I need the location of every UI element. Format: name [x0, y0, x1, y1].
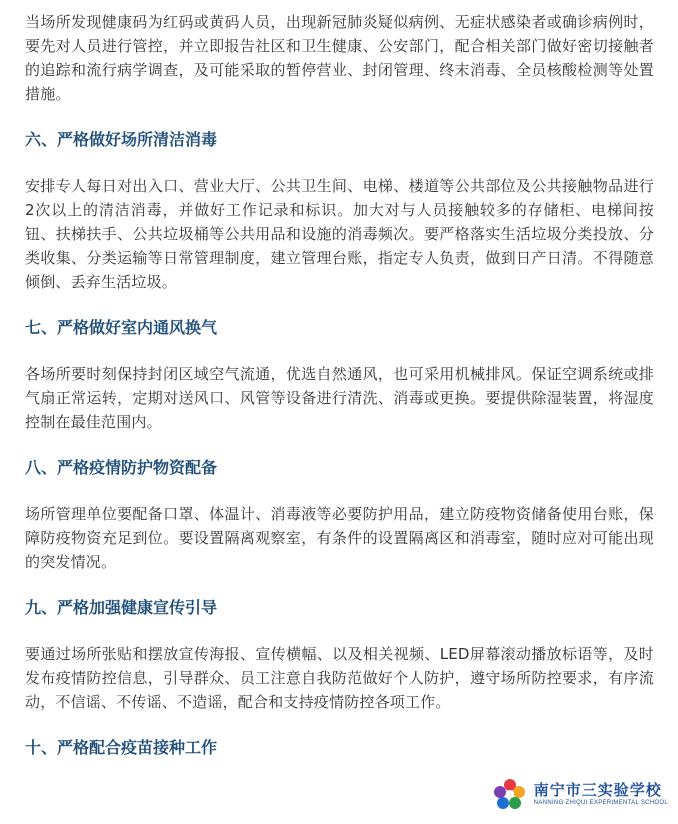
section-body: 要通过场所张贴和摆放宣传海报、宣传横幅、以及相关视频、LED屏幕滚动播放标语等，及时发布疫情防控信息，引导群众、员工注意自我防范做好个人防护，遵守场所防控要求，有序流动，不信谣、不传谣、不造谣，配合和支持疫情防控各项工作。	[25, 645, 654, 711]
intro-paragraph: 当场所发现健康码为红码或黄码人员，出现新冠肺炎疑似病例、无症状感染者或确诊病例时，要先对人员进行管控，并立即报告社区和卫生健康、公安部门，配合相关部门做好密切接触者的追踪和流行病学调查，及可能采取的暂停营业、封闭管理、终末消毒、全员核酸检测等处置措施。	[25, 13, 654, 103]
logo-name-en: NANNING ZHIQUI EXPERIMENTAL SCHOOL	[533, 800, 668, 806]
section-heading: 十、严格配合疫苗接种工作	[25, 738, 218, 757]
logo-text	[534, 781, 668, 807]
school-logo	[492, 776, 668, 812]
section-8	[25, 456, 654, 574]
section-9	[25, 596, 654, 714]
section-heading: 九、严格加强健康宣传引导	[25, 598, 218, 617]
pinwheel-logo-icon	[492, 776, 528, 812]
section-body: 场所管理单位要配备口罩、体温计、消毒液等必要防护用品，建立防疫物资储备使用台账，保障防疫物资充足到位。要设置隔离观察室，有条件的设置隔离区和消毒室，随时应对可能出现的突发情况。	[25, 505, 654, 571]
logo-name-cn: 南宁市三实验学校	[533, 781, 662, 799]
section-body: 各场所要时刻保持封闭区域空气流通，优选自然通风，也可采用机械排风。保证空调系统或排气扇正常运转，定期对送风口、风管等设备进行清洗、消毒或更换。要提供除湿装置，将湿度控制在最佳范围内。	[25, 365, 654, 431]
section-body: 安排专人每日对出入口、营业大厅、公共卫生间、电梯、楼道等公共部位及公共接触物品进行2次以上的清洁消毒，并做好工作记录和标识。加大对与人员接触较多的存储柜、电梯间按钮、扶梯扶手、公共垃圾桶等公共用品和设施的消毒频次。要严格落实生活垃圾分类投放、分类收集、分类运输等日常管理制度，建立管理台账，指定专人负责，做到日产日清。不得随意倾倒、丢弃生活垃圾。	[25, 177, 654, 291]
section-6	[25, 128, 654, 294]
section-7	[25, 316, 654, 434]
section-heading: 七、严格做好室内通风换气	[25, 318, 218, 337]
section-heading: 六、严格做好场所清洁消毒	[25, 130, 218, 149]
section-10	[25, 736, 654, 760]
section-heading: 八、严格疫情防护物资配备	[25, 458, 218, 477]
